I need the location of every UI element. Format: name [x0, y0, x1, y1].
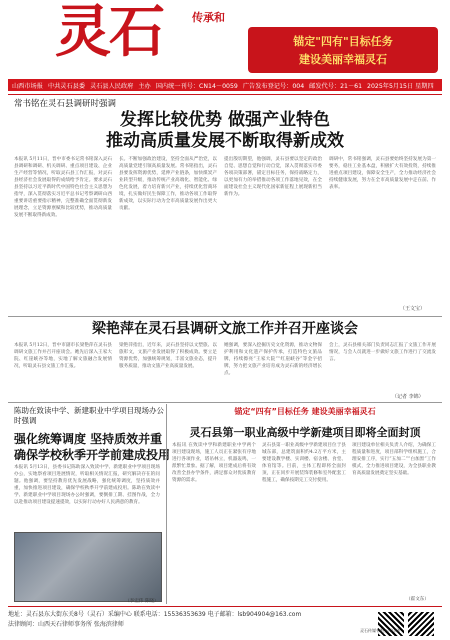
article2-column: 梁艳萍指出，近年来，灵石县坚持以文塑旅、以旅彰文，文旅产业发展取得了积极成效。要立足资源优势，加强统筹规划，丰富文旅业态，提升服务质量，推动文旅产业高质量发展。 — [119, 343, 217, 369]
article1-title-line1: 发挥比较优势 做强产业特色 — [120, 110, 330, 130]
article3-body: 本报讯 5月13日，县委书记陈助深入致读中学、新建职业中学项目现场办公，实地察看项目进展情况，听取相关情况汇报，研究解决存在的问题。他强调，要坚持教育优先发展战略，强化统筹调度，坚持质效并重，加快推进项目建设，确保学校秋季开学前建成投用。陈助在致读中学、新建职业中学项目现场办公时强调，要倒排工期、挂图作战，全力以赴推动项目建设提速提效，以实际行动办好人民满意的教育。 — [14, 465, 160, 505]
footer-address: 地址：灵石县东大街东关8号（灵石）采编中心 联系电话：15536353639 电子邮箱：lsb904904@163.com — [8, 611, 302, 618]
masthead-title: 灵石 — [55, 0, 163, 65]
masthead-banner — [248, 27, 438, 73]
article1-byline: （王文宝） — [400, 306, 426, 312]
divider — [8, 402, 442, 403]
banner-line1: 锚定"四有"目标任务 — [293, 35, 393, 48]
banner-line2: 建设美丽幸福灵石 — [299, 53, 387, 66]
article1-column: 提出殷切期望，他强调，灵石县要以坚定的政治自觉、思想自觉和行动自觉，深入贯彻落实市委各项决策部署，锚定目标任务，保持战略定力，以更加有力的举措推动各项工作落地见效，在全面建设社会主义现代化国家新征程上展现新担当新作为。 — [224, 157, 322, 197]
article1-kicker: 常书铭在灵石县调研时强调 — [14, 99, 117, 109]
info-item: 邮发代号：21－61 — [309, 82, 363, 90]
footer — [8, 610, 442, 630]
info-bar — [8, 79, 442, 91]
info-item: 山西市场报 — [12, 82, 43, 90]
article4-column: 本报讯 在致读中学和新建职业中学两个项目建设现场，施工人员正在紧张有序地进行各项作业，塔吊林立，机器轰鸣，一派繁忙景象。据了解，项目建成后将有效改善全县办学条件，满足群众对优质教育资源的需求。 — [172, 443, 256, 483]
article4-byline: （霍文东） — [406, 597, 429, 602]
info-item: 中共灵石县委 — [47, 82, 86, 90]
article1-column: 本报讯 5月11日，晋中市委书记常书铭深入灵石县调研和调研、机关调研、重点项目建设、企业生产经营等情况，听取灵石县工作汇报，对灵石县经济社会发展取得的成绩给予肯定。要求灵石县坚持以习近平新时代中国特色社会主义思想为指导，深入贯彻落实习近平总书记考察调研山西重要讲话重要指示精神，完整准确全面贯彻新发展理念，立足资源禀赋和比较优势，推动高质量发展不断取得新成效。 — [14, 157, 112, 218]
divider — [8, 606, 442, 607]
article3-title-line1: 强化统筹调度 坚持质效并重 — [14, 432, 163, 446]
article1-column: 长。不断加强政治建设，坚持全面从严治党，以高质量党建引领高质量发展。常书铭指出，灵石县要发挥资源优势，延伸产业链条，加快煤炭产业转型升级，推动传统产业高端化、智能化、绿色化发展，着力培育新兴产业，持续优化营商环境，扎实做好民生保障工作，推动各项工作取得新成效，以实际行动为全市高质量发展作出更大贡献。 — [119, 157, 217, 211]
article4-column: 灵石县第一职业高级中学新建项目位于县城东部，总建筑面积约4.2万平方米，主要建设教学楼、实训楼、宿舍楼、食堂、体育馆等。目前，主体工程即将全面封顶，正在同步开展装饰装修和室外配套工程施工，确保按期完工交付使用。 — [262, 443, 346, 483]
column-divider — [166, 404, 167, 604]
article3-title-line2: 确保学校秋季开学前建成投用 — [14, 448, 171, 462]
info-item: 灵石县人民政府 — [90, 82, 134, 90]
info-item: 广告发布登记号：004 — [242, 82, 305, 90]
article4-banner: 锚定“四有”目标任务 建设美丽幸福灵石 — [234, 407, 376, 416]
article1-title-line2: 推动高质量发展不断取得新成效 — [106, 131, 344, 151]
article2-title: 梁艳萍在灵石县调研文旅工作并召开座谈会 — [92, 321, 358, 337]
article3-kicker: 陈助在致读中学、新建职业中学项目现场办公时强调 — [14, 406, 164, 425]
article1-column: 调研中，常书铭强调，灵石县要始终坚持发展为第一要务，稳住工业基本盘，积极扩大有效投资，持续推进重点项目建设，保障安全生产，全力推动经济社会持续健康发展，努力在全市高质量发展中走在前、作表率。 — [329, 157, 436, 190]
info-item: 国内统一刊号：CN14－0059 — [155, 82, 238, 90]
construction-photo — [14, 532, 162, 602]
article3-byline: （李宏伟 陈晓） — [125, 599, 159, 604]
info-item: 2025年5月15日 星期四 — [367, 82, 434, 90]
printer-note: 灵石传媒有限公司印刷 — [360, 628, 400, 633]
article2-column: 本报讯 5月12日，晋中市副市长梁艳萍在灵石县调研文旅工作并召开座谈会。她先后深入王家大院、红崖峡谷等地，实地了解文旅融合发展情况，听取灵石县文旅工作汇报。 — [14, 343, 112, 369]
article4-title: 灵石县第一职业高级中学新建项目即将全面封顶 — [189, 426, 421, 439]
article2-column: 会上，灵石县相关部门负责同志汇报了文旅工作开展情况，与会人员就进一步做好文旅工作进行了交流发言。 — [329, 343, 436, 362]
divider — [8, 94, 442, 95]
article2-byline: （记者 李锦） — [392, 394, 424, 400]
divider — [8, 316, 442, 317]
qr-code-icon — [408, 612, 434, 636]
article2-column: 她强调，要深入挖掘历史文化资源，推动文物保护利用和文化遗产保护传承，打造特色文旅品牌，持续擦亮“王家大院”“红崖峡谷”等金字招牌，努力把文旅产业培育成为灵石新的经济增长点。 — [224, 343, 322, 376]
info-item: 主办 — [138, 82, 151, 90]
article4-column: 项目建设单位相关负责人介绍，为确保工程质量和进度，项目部科学组织施工，合理安排工序，实行“五加二”“白加黑”工作模式，全力推进项目建设，为全县职业教育高质量发展奠定坚实基础。 — [352, 443, 436, 476]
footer-legal: 法律顾问：山西天石律师事务所 张海滨律师 — [8, 621, 124, 628]
masthead-tagline: 传承和 — [192, 11, 225, 24]
